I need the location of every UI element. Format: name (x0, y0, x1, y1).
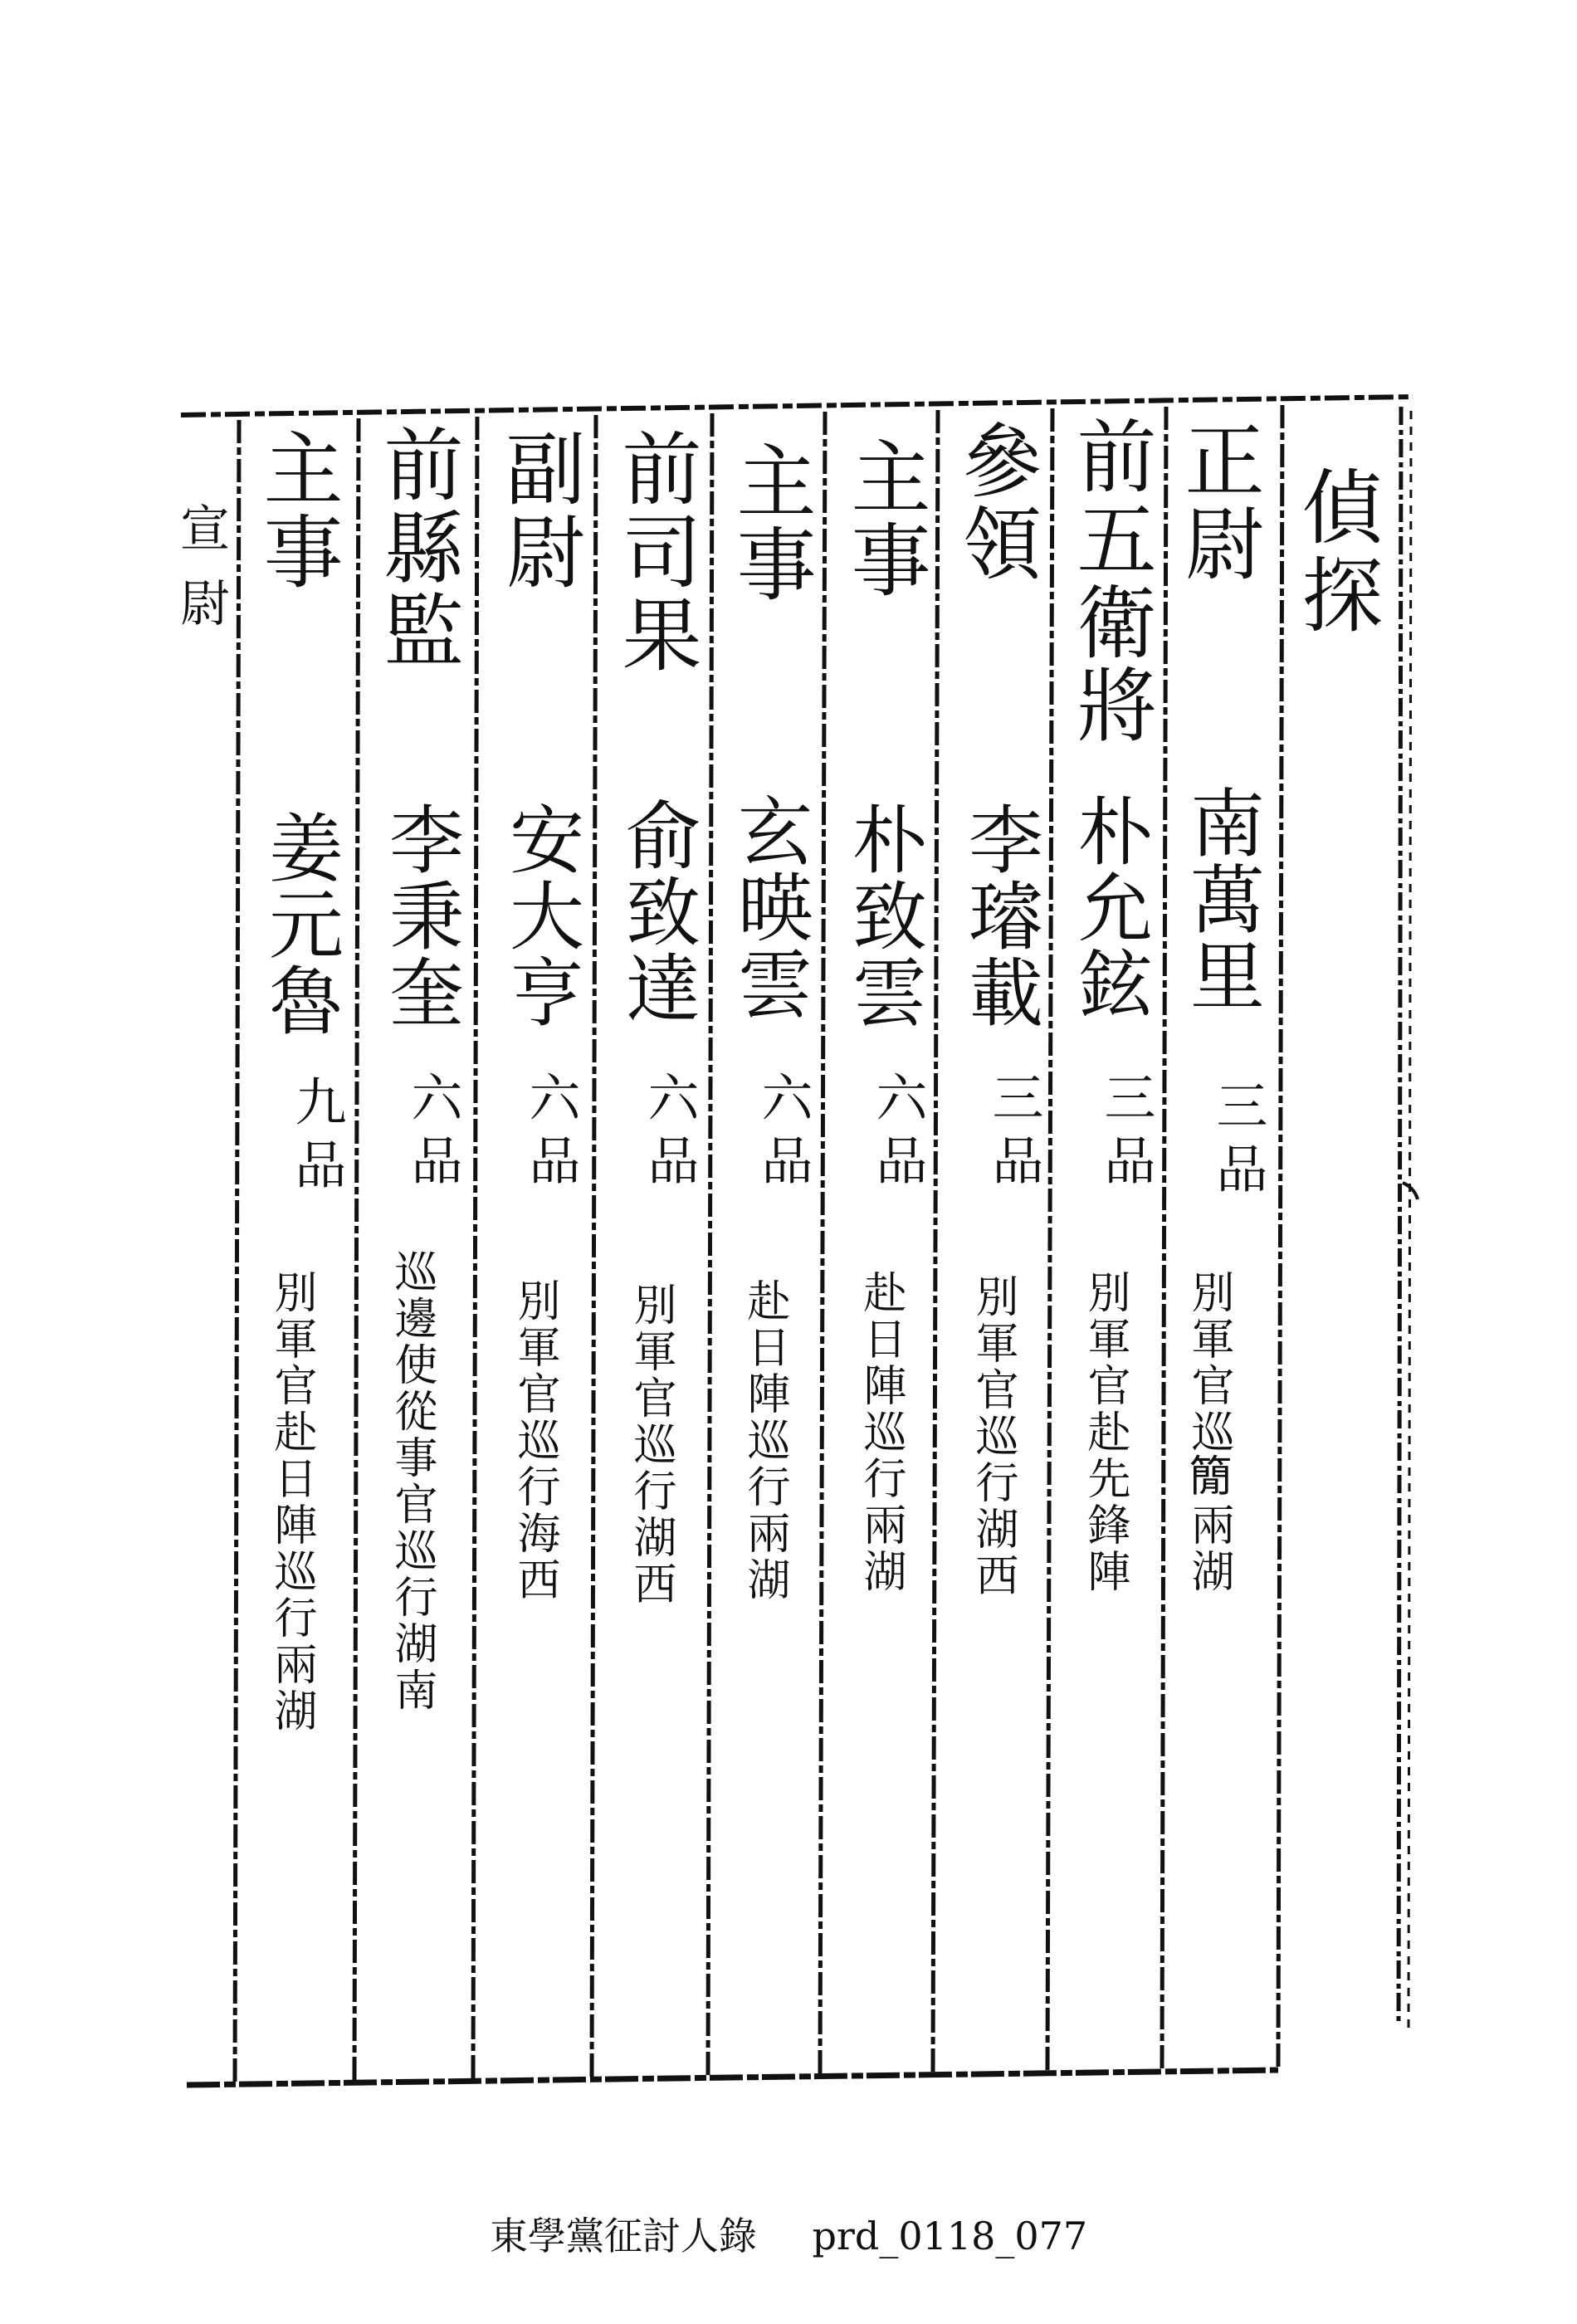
column-divider (354, 418, 359, 2080)
entry-title: 前縣監 (371, 423, 464, 672)
entry-duty: 別軍官巡行海西 (510, 1278, 559, 1604)
column-divider (933, 410, 938, 2072)
entry-rank: 三品 (1208, 1079, 1268, 1205)
book-title: 東學黨征討人錄 (489, 2214, 757, 2258)
entry-title: 主事 (838, 436, 931, 602)
entry-name: 朴允鉉 (1065, 793, 1152, 1022)
top-border-line (181, 397, 1413, 415)
right-border-line-inner (1409, 411, 1411, 2029)
entry-duty: 赴日陣巡行兩湖 (856, 1270, 906, 1595)
entry-rank: 六品 (753, 1071, 813, 1197)
entry-name: 玄暎雲 (725, 793, 812, 1022)
column-divider (473, 417, 477, 2078)
column-divider (708, 413, 712, 2075)
entry-title: 前五衛將 (1064, 415, 1157, 747)
entry-duty: 別軍官巡行湖西 (626, 1282, 676, 1608)
entry-name: 李秉奎 (376, 801, 463, 1030)
entry-title: 正尉 (1172, 419, 1265, 585)
column-divider (235, 420, 239, 2082)
entry-title: 參領 (950, 419, 1042, 585)
entry-title: 副尉 (493, 427, 586, 593)
column-divider (1162, 407, 1166, 2068)
entry-title: 主事 (251, 427, 344, 593)
entry-rank: 三品 (1096, 1071, 1156, 1197)
page-id: prd_0118_077 (812, 2214, 1088, 2258)
section-heading: 偵探 (1288, 465, 1383, 641)
entry-rank: 六品 (639, 1071, 700, 1197)
entry-rank: 六品 (867, 1071, 928, 1197)
entry-name: 安大亨 (496, 801, 583, 1030)
right-border-line (1399, 407, 1401, 2025)
entry-duty: 別軍官赴日陣巡行兩湖 (266, 1270, 316, 1735)
bottom-border-line (187, 2070, 1278, 2085)
entry-duty: 別軍官赴先鋒陣 (1080, 1270, 1130, 1595)
column-divider (820, 412, 825, 2073)
footer-caption (0, 2206, 1577, 2261)
entry-duty: 巡邊使從事官巡行湖南 (387, 1249, 437, 1714)
entry-title: 前司果 (609, 427, 702, 676)
entry-name: 南萬里 (1177, 784, 1264, 1013)
entry-rank: 六品 (403, 1071, 463, 1197)
entry-name: 俞致達 (613, 797, 700, 1026)
column-divider (592, 415, 596, 2077)
column-divider (1047, 408, 1052, 2070)
entry-name: 朴致雲 (839, 801, 926, 1030)
entry-duty: 赴日陣巡行兩湖 (740, 1278, 789, 1604)
entry-duty: 別軍官巡𥳑兩湖 (1184, 1270, 1233, 1595)
entry-title: 主事 (724, 440, 817, 606)
entry-rank: 九品 (286, 1075, 347, 1201)
entry-rank: 三品 (984, 1071, 1044, 1197)
entry-name: 李璿載 (955, 801, 1042, 1030)
entry-rank: 六品 (520, 1071, 581, 1197)
entry-duty: 別軍官巡行湖西 (968, 1274, 1018, 1599)
entry-name: 姜元魯 (256, 809, 343, 1038)
margin-mark: 宣尉 (172, 502, 230, 652)
column-divider (1278, 405, 1282, 2067)
